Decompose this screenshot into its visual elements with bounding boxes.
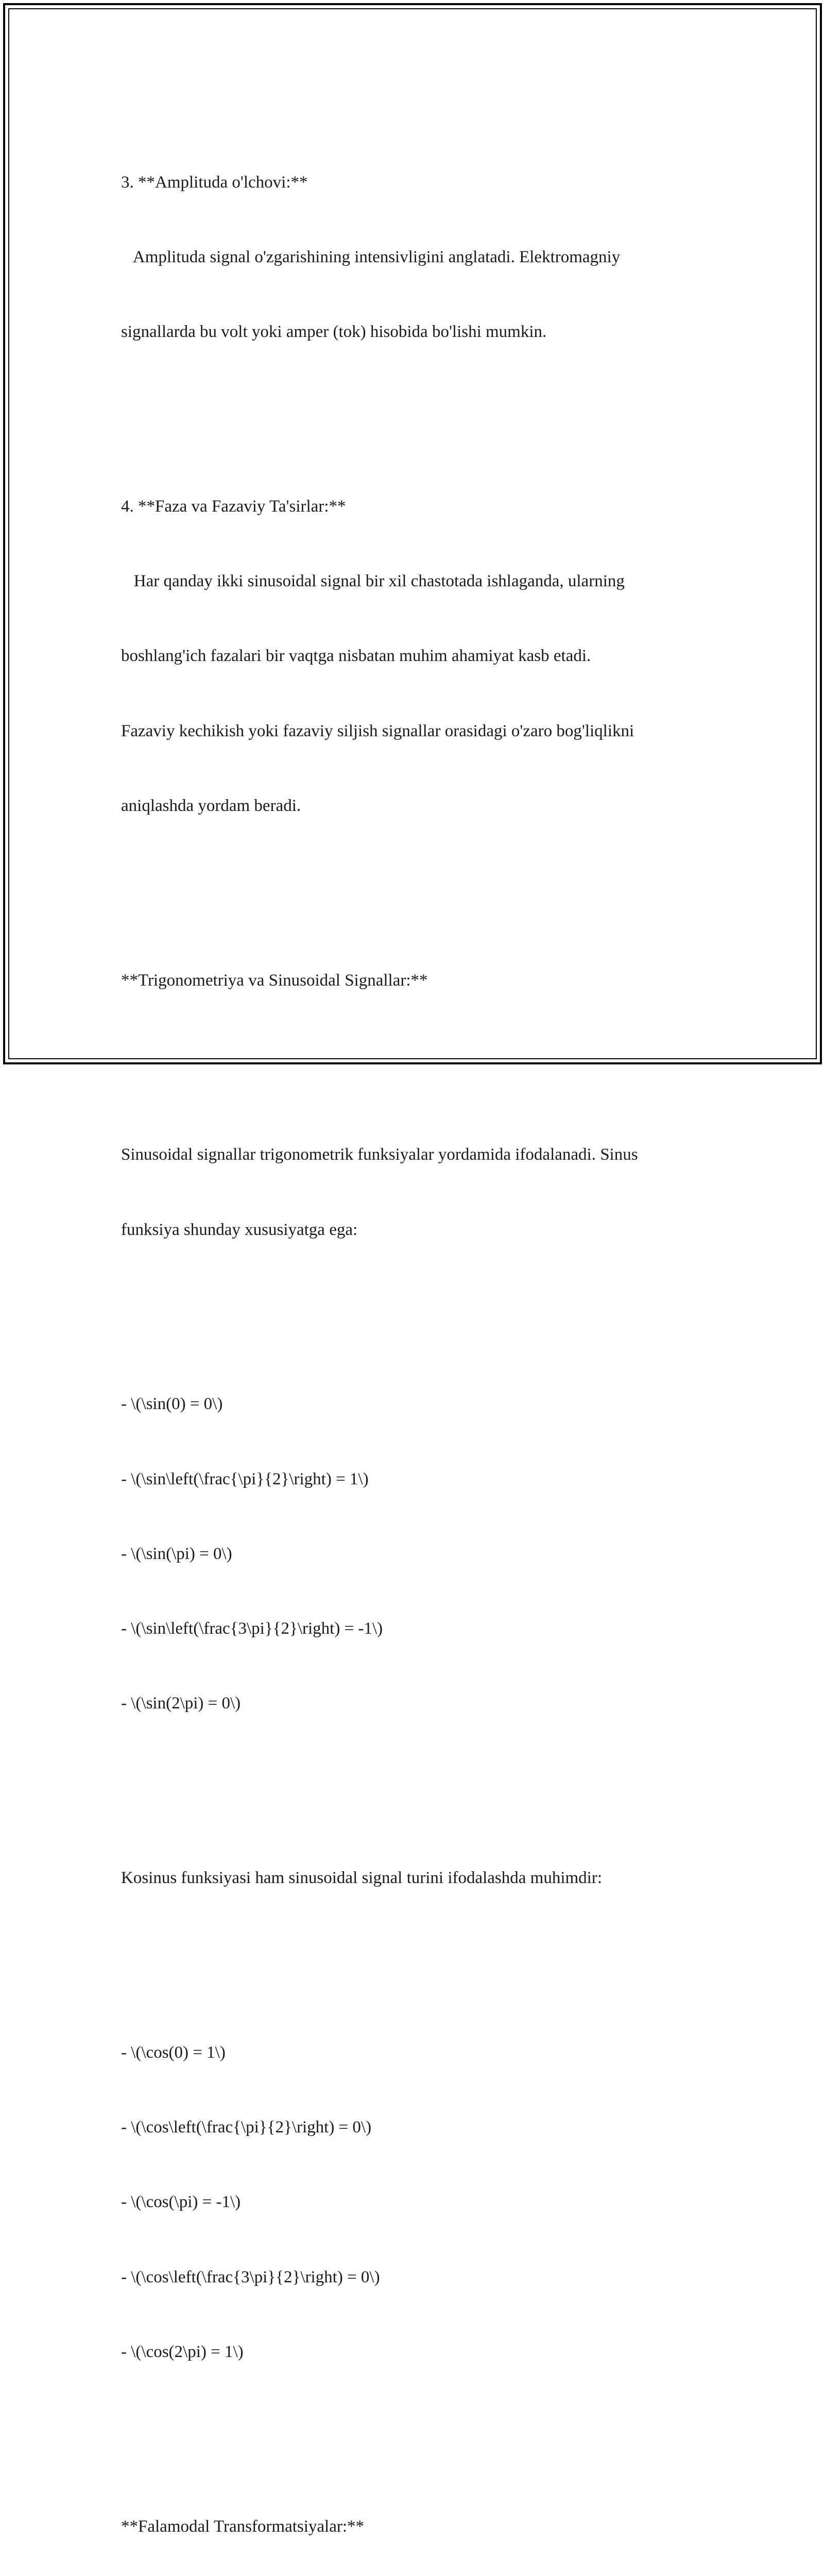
- document-body: [121, 120, 713, 2576]
- section-3-heading: 3. **Amplituda o'lchovi:**: [121, 173, 308, 192]
- spacer: [121, 868, 713, 893]
- section-4-line: Har qanday ikki sinusoidal signal bir xil chastotada ishlaganda, ularning: [121, 572, 625, 591]
- sin-list-item: - \(\sin\left(\frac{3\pi}{2}\right) = -1\): [121, 1619, 383, 1638]
- spacer: [121, 1292, 713, 1317]
- section-4-line: boshlang'ich fazalari bir vaqtga nisbatan muhim ahamiyat kasb etadi.: [121, 647, 591, 666]
- cos-list-item: - \(\cos\left(\frac{3\pi}{2}\right) = 0\): [121, 2267, 380, 2286]
- section-3-line: Amplituda signal o'zgarishining intensivligini anglatadi. Elektromagniy: [121, 248, 621, 267]
- spacer: [121, 1940, 713, 1965]
- trig-heading: **Trigonometriya va Sinusoidal Signallar:**: [121, 971, 428, 990]
- spacer: [121, 1043, 713, 1067]
- spacer: [121, 394, 713, 419]
- section-4-heading: 4. **Faza va Fazaviy Ta'sirlar:**: [121, 497, 346, 516]
- cos-list-item: - \(\cos(0) = 1\): [121, 2043, 226, 2062]
- cos-list-item: - \(\cos(2\pi) = 1\): [121, 2342, 244, 2361]
- transform-heading: **Falamodal Transformatsiyalar:**: [121, 2517, 365, 2536]
- trig-intro-line: funksiya shunday xususiyatga ega:: [121, 1220, 358, 1239]
- cos-list-item: - \(\cos\left(\frac{\pi}{2}\right) = 0\): [121, 2118, 372, 2137]
- sin-list-item: - \(\sin\left(\frac{\pi}{2}\right) = 1\): [121, 1469, 369, 1488]
- sin-list-item: - \(\sin(\pi) = 0\): [121, 1544, 232, 1563]
- cos-intro: Kosinus funksiyasi ham sinusoidal signal turini ifodalashda muhimdir:: [121, 1869, 603, 1888]
- spacer: [121, 1766, 713, 1791]
- section-4-line: aniqlashda yordam beradi.: [121, 796, 301, 815]
- section-4-line: Fazaviy kechikish yoki fazaviy siljish signallar orasidagi o'zaro bog'liqlikni: [121, 721, 634, 740]
- sin-list-item: - \(\sin(0) = 0\): [121, 1395, 223, 1414]
- spacer: [121, 2414, 713, 2439]
- trig-intro-line: Sinusoidal signallar trigonometrik funksiyalar yordamida ifodalanadi. Sinus: [121, 1145, 638, 1164]
- section-3-line: signallarda bu volt yoki amper (tok) hisobida bo'lishi mumkin.: [121, 323, 547, 342]
- cos-list-item: - \(\cos(\pi) = -1\): [121, 2193, 241, 2212]
- sin-list-item: - \(\sin(2\pi) = 0\): [121, 1694, 241, 1713]
